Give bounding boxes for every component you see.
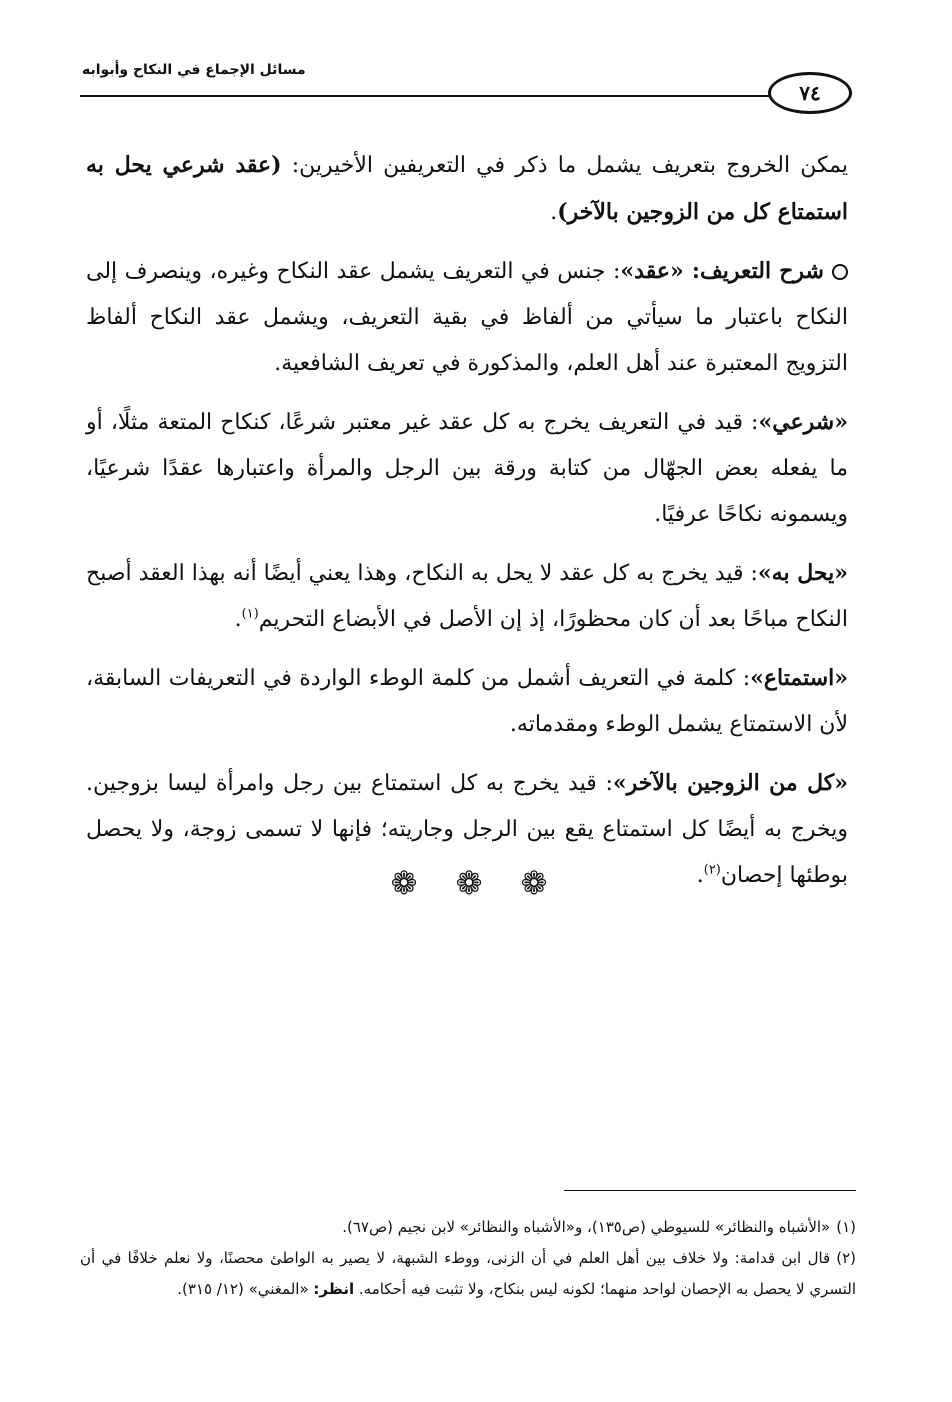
paragraph-text: : قيد يخرج به كل عقد لا يحل به النكاح، وهذا يعني أيضًا أنه بهذا العقد أصبح النكاح مباحًا بعد أن كان محظورًا، إذ إن الأصل في الأبضاع التحريم [86,561,848,632]
footnote-source: «المغني» (١٢/ ٣١٥). [177,1280,314,1298]
section-separator-icon: ❁ ❁ ❁ [390,864,562,902]
term: «يحل به» [757,560,848,586]
footnote-see: انظر: [313,1280,355,1298]
footnote-2 [80,1243,856,1305]
paragraph-yahill [86,550,848,643]
paragraph-end: . [696,863,704,888]
term: «كل من الزوجين بالآخر» [612,770,848,796]
paragraph-text: يمكن الخروج بتعريف يشمل ما ذكر في التعريفين الأخيرين: [281,153,848,178]
footnote-ref[interactable]: (٢) [703,862,721,878]
footnote-text: قال ابن قدامة: ولا خلاف بين أهل العلم في أن الزنى، ووطء الشبهة، لا يصير به الواطئ محصنًا، ولا نعلم خلافًا في أن التسري لا يحصل به الإحصان لواحد منهما؛ لكونه ليس بنكاح، ولا تثبت فيه أحكامه. [80,1249,856,1298]
footnote-1 [80,1212,856,1243]
footnote-number: (١) [836,1218,856,1236]
term: «شرعي» [758,409,848,435]
footnote-rule [564,1190,856,1191]
term: «استمتاع» [750,665,848,691]
paragraph-text: : قيد في التعريف يخرج به كل عقد غير معتبر شرعًا، كنكاح المتعة مثلًا، أو ما يفعله بعض الجهّال من كتابة ورقة بين الرجل والمرأة واعتبارها عقدًا شرعيًا، ويسمونه نكاحًا عرفيًا. [86,410,848,527]
paragraph-explanation [86,248,848,387]
circle-bullet-icon [832,264,848,280]
footnote-ref[interactable]: (١) [241,606,259,622]
header-rule [80,95,790,97]
footnote-number: (٢) [836,1249,856,1267]
paragraph-end: . [234,607,242,632]
paragraph-end: . [550,200,558,225]
paragraph-text: : كلمة في التعريف أشمل من كلمة الوطء الواردة في التعريفات السابقة، لأن الاستمتاع يشمل الوطء ومقدماته. [86,666,848,737]
term: «عقد» [620,258,684,284]
footnotes [80,1212,856,1305]
paragraph-istimta [86,655,848,748]
definition-bold: (عقد شرعي يحل به استمتاع كل من الزوجين بالآخر) [86,152,848,225]
footnote-text: «الأشباه والنظائر» للسيوطي (ص١٣٥)، و«الأشباه والنظائر» لابن نجيم (ص٦٧). [342,1218,831,1236]
page-number: ٧٤ [799,81,821,105]
section-heading: شرح التعريف: [683,258,824,284]
running-header-title: مسائل الإجماع في النكاح وأبوابه [82,62,306,78]
paragraph-text: : قيد يخرج به كل استمتاع بين رجل وامرأة ليسا بزوجين. ويخرج به أيضًا كل استمتاع يقع بين الرجل وجاريته؛ فإنها لا تسمى زوجة، ولا يحصل بوطئها إحصان [86,771,848,888]
page-number-badge [768,72,852,114]
paragraph-text: : جنس في التعريف يشمل عقد النكاح وغيره، وينصرف إلى النكاح باعتبار ما سيأتي من ألفاظ في بقية التعريف، ويشمل عقد النكاح ألفاظ التزويج المعتبرة عند أهل العلم، والمذكورة في تعريف الشافعية. [86,259,848,376]
paragraph-definition [86,142,848,236]
paragraph-shari [86,399,848,538]
body-text [86,142,848,911]
